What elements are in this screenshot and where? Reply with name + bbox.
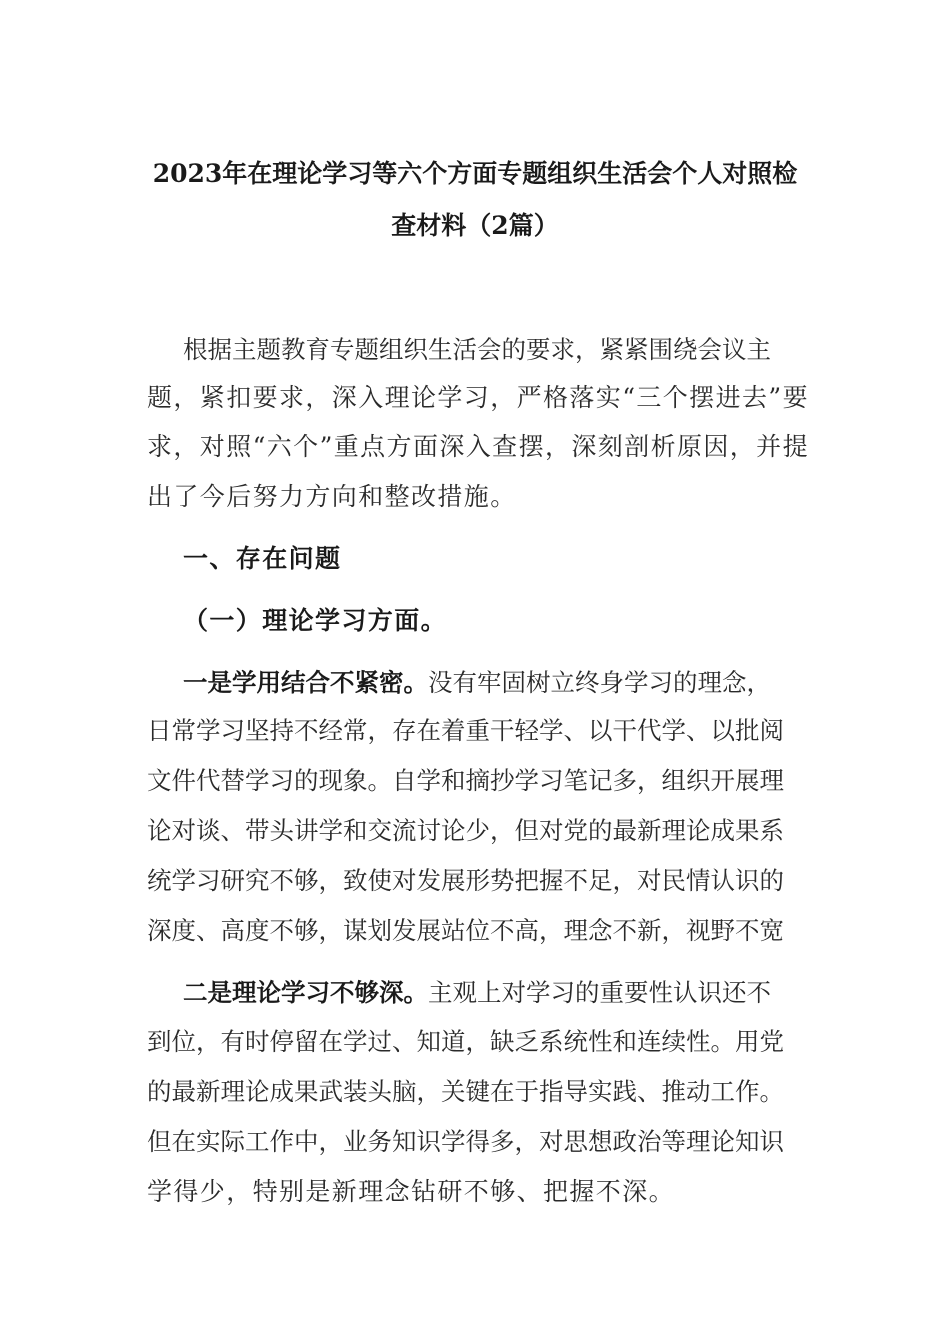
point-1-first-line — [183, 665, 771, 701]
intro-line-4: 出了今后努力方向和整改措施。 — [147, 482, 517, 511]
point-1-line-4: 论对谈、带头讲学和交流讨论少，但对党的最新理论成果系 — [147, 816, 784, 845]
point-2-line-5: 学得少，特别是新理念钻研不够、把握不深。 — [147, 1177, 676, 1206]
point-2-lead: 二是理论学习不够深。 — [183, 978, 428, 1007]
point-1-line-5: 统学习研究不够，致使对发展形势把握不足，对民情认识的 — [147, 866, 784, 895]
document-title-line-1: 2023年在理论学习等六个方面专题组织生活会个人对照检 — [152, 159, 798, 188]
point-2-line-3: 的最新理论成果武装头脑，关键在于指导实践、推动工作。 — [147, 1077, 784, 1106]
point-2-line-4: 但在实际工作中，业务知识学得多，对思想政治等理论知识 — [147, 1127, 784, 1156]
point-1-first-rest: 没有牢固树立终身学习的理念， — [428, 668, 771, 697]
point-1-line-2: 日常学习坚持不经常，存在着重干轻学、以干代学、以批阅 — [147, 716, 784, 745]
point-1-lead: 一是学用结合不紧密。 — [183, 668, 428, 697]
point-1-line-3: 文件代替学习的现象。自学和摘抄学习笔记多，组织开展理 — [147, 766, 784, 795]
intro-line-3: 求，对照“六个”重点方面深入查摆，深刻剖析原因，并提 — [147, 432, 809, 461]
point-1-line-6: 深度、高度不够，谋划发展站位不高，理念不新，视野不宽 — [147, 916, 784, 945]
intro-line-1: 根据主题教育专题组织生活会的要求，紧紧围绕会议主 — [183, 335, 771, 364]
point-2-line-2: 到位，有时停留在学过、知道，缺乏系统性和连续性。用党 — [147, 1027, 784, 1056]
subsection-heading-theory-study: （一）理论学习方面。 — [183, 606, 448, 635]
intro-line-2: 题，紧扣要求，深入理论学习，严格落实“三个摆进去”要 — [147, 383, 809, 412]
point-2-first-line — [183, 975, 771, 1011]
document-title-line-2: 查材料（2篇） — [391, 211, 559, 240]
section-heading-problems: 一、存在问题 — [183, 544, 342, 573]
point-2-first-rest: 主观上对学习的重要性认识还不 — [428, 978, 771, 1007]
